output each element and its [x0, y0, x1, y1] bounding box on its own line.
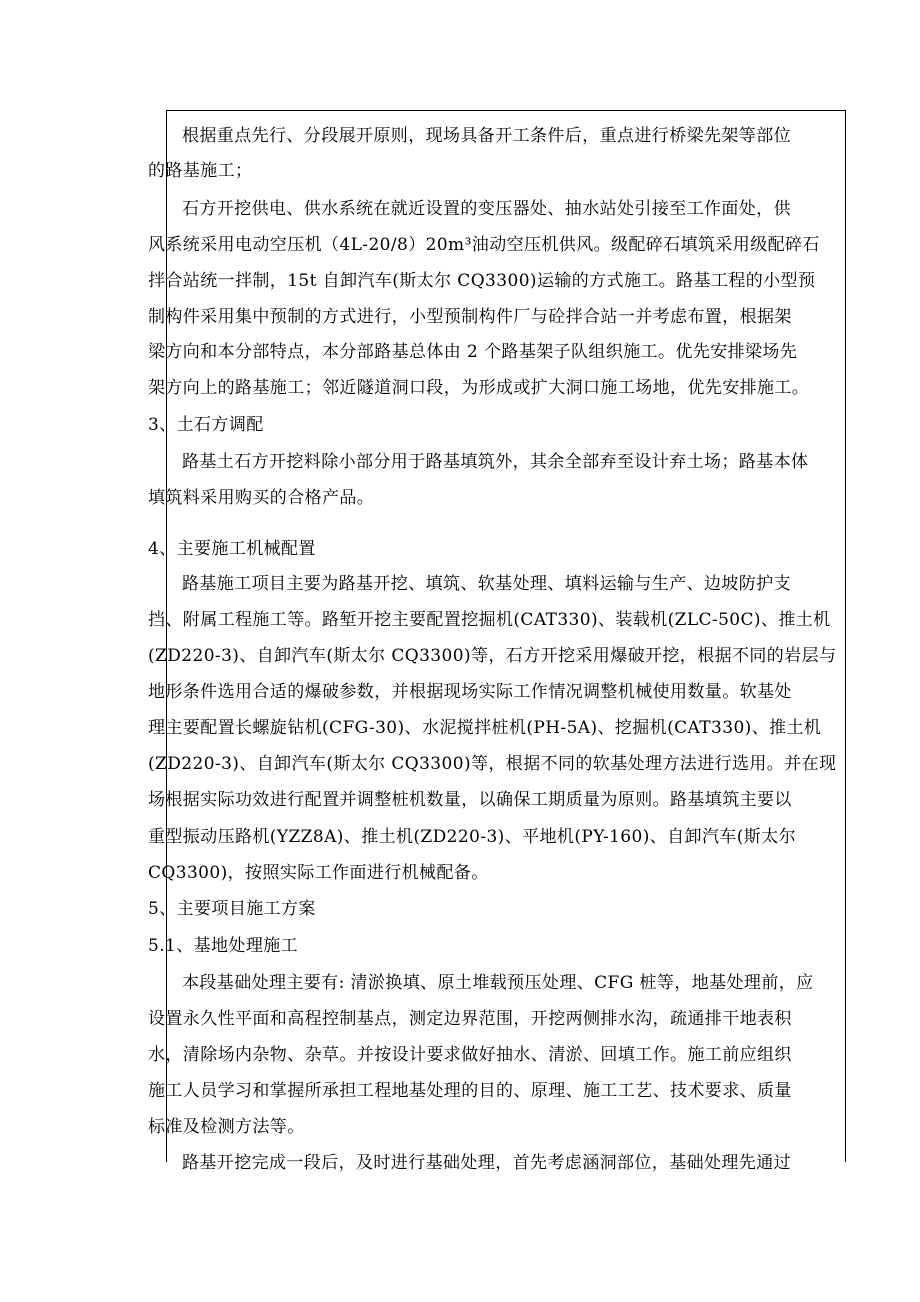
text-line: 制构件采用集中预制的方式进行，小型预制构件厂与砼拌合站一并考虑布置，根据架: [148, 307, 792, 327]
text-line: 4、主要施工机械配置: [148, 539, 316, 559]
text-line: 重型振动压路机(YZZ8A)、推土机(ZD220-3)、平地机(PY-160)、自卸汽车(斯太尔: [148, 827, 796, 847]
text-line: 路基土石方开挖料除小部分用于路基填筑外，其余全部弃至设计弃土场；路基本体: [182, 452, 809, 472]
text-line: 设置永久性平面和高程控制基点，测定边界范围，开挖两侧排水沟，疏通排干地表积: [148, 1009, 792, 1029]
text-line: 3、土石方调配: [148, 415, 264, 435]
text-line: 架方向上的路基施工；邻近隧道洞口段，为形成或扩大洞口施工场地，优先安排施工。: [148, 378, 810, 398]
text-line: 水，清除场内杂物、杂草。并按设计要求做好抽水、清淤、回填工作。施工前应组织: [148, 1045, 792, 1065]
text-line: 地形条件选用合适的爆破参数，并根据现场实际工作情况调整机械使用数量。软基处: [148, 682, 792, 702]
text-line: 5.1、基地处理施工: [148, 936, 299, 956]
text-line: 施工人员学习和掌握所承担工程地基处理的目的、原理、施工工艺、技术要求、质量: [148, 1081, 792, 1101]
text-line: 填筑料采用购买的合格产品。: [148, 488, 375, 508]
content-table-cell: [166, 110, 846, 1162]
text-line: 根据重点先行、分段展开原则，现场具备开工条件后，重点进行桥梁先架等部位: [182, 126, 791, 146]
text-line: 石方开挖供电、供水系统在就近设置的变压器处、抽水站处引接至工作面处，供: [182, 199, 791, 219]
text-line: (ZD220-3)、自卸汽车(斯太尔 CQ3300)等，石方开挖采用爆破开挖，根据不同的岩层与: [148, 646, 837, 666]
text-line: 路基开挖完成一段后，及时进行基础处理，首先考虑涵洞部位，基础处理先通过: [182, 1153, 791, 1173]
text-line: 理主要配置长螺旋钻机(CFG-30)、水泥搅拌桩机(PH-5A)、挖掘机(CAT330)、推土机: [148, 718, 822, 738]
text-line: (ZD220-3)、自卸汽车(斯太尔 CQ3300)等，根据不同的软基处理方法进行选用。并在现: [148, 754, 837, 774]
text-line: 路基施工项目主要为路基开挖、填筑、软基处理、填料运输与生产、边坡防护支: [182, 574, 791, 594]
text-line: 场根据实际功效进行配置并调整桩机数量，以确保工期质量为原则。路基填筑主要以: [148, 790, 792, 810]
text-line: 的路基施工；: [148, 161, 253, 181]
text-line: 拌合站统一拌制，15t 自卸汽车(斯太尔 CQ3300)运输的方式施工。路基工程的小型预: [148, 271, 816, 291]
text-line: 本段基础处理主要有: 清淤换填、原土堆载预压处理、CFG 桩等，地基处理前，应: [182, 973, 814, 993]
text-line: 5、主要项目施工方案: [148, 899, 316, 919]
text-line: 挡、附属工程施工等。路堑开挖主要配置挖掘机(CAT330)、装载机(ZLC-50C)、推土机: [148, 610, 831, 630]
text-line: 标准及检测方法等。: [148, 1117, 305, 1137]
text-line: 风系统采用电动空压机（4L-20/8）20m³油动空压机供风。级配碎石填筑采用级配碎石: [148, 235, 820, 255]
text-line: CQ3300)，按照实际工作面进行机械配备。: [148, 863, 489, 883]
text-line: 梁方向和本分部特点，本分部路基总体由 2 个路基架子队组织施工。优先安排梁场先: [148, 342, 798, 362]
